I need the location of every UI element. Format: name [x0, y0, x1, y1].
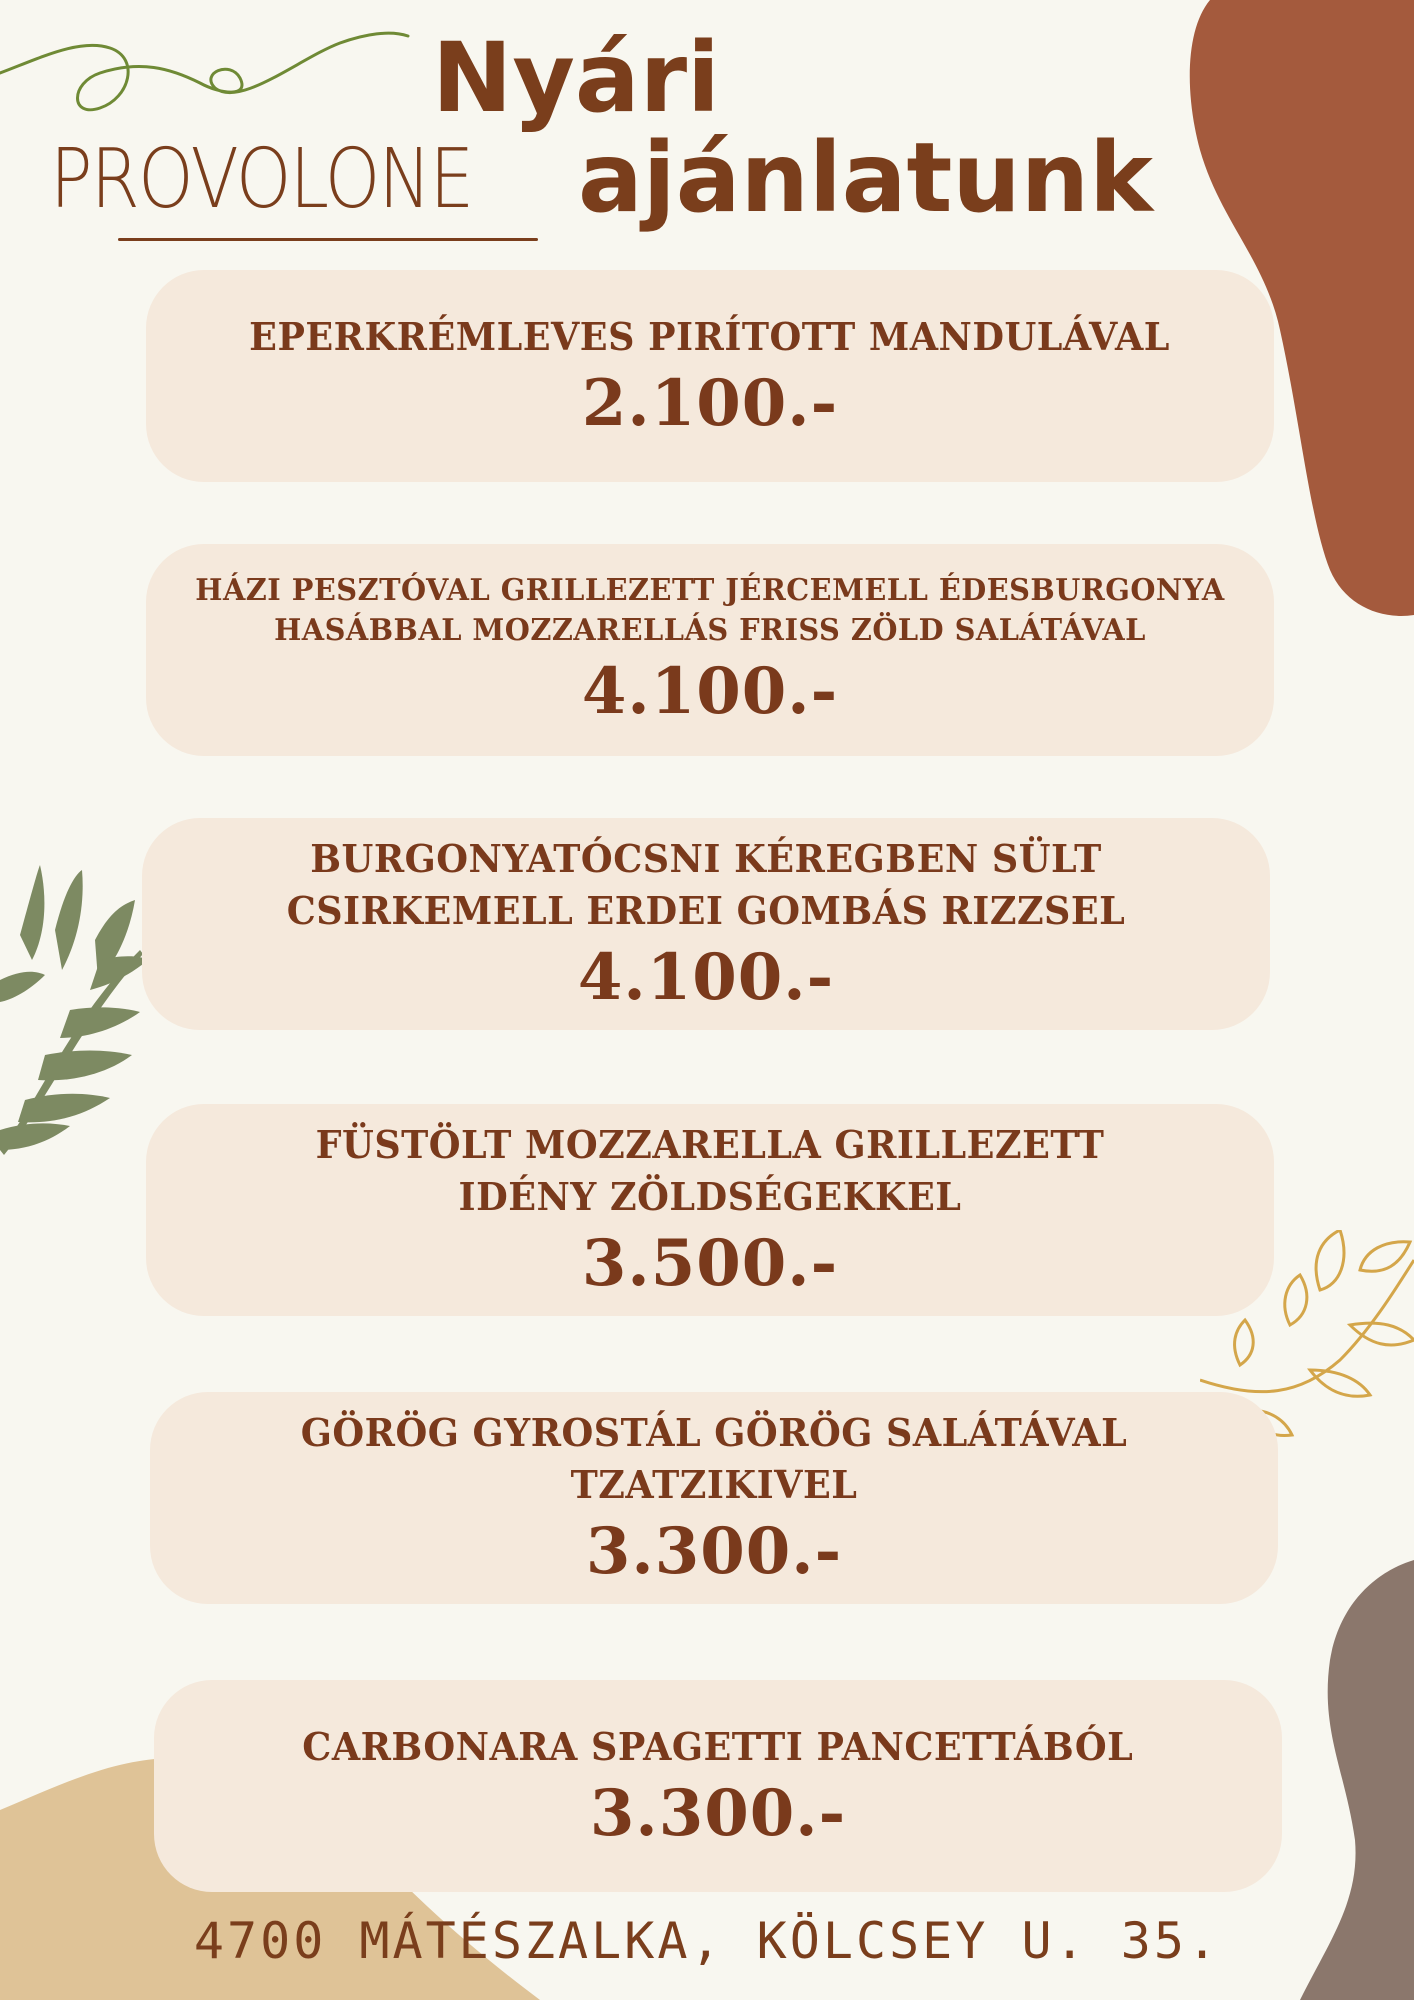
menu-item-dish: HÁZI PESZTÓVAL GRILLEZETT JÉRCEMELL ÉDESBURGONYA HASÁBBAL MOZZARELLÁS FRISS ZÖLD SALÁTÁVAL — [195, 573, 1225, 648]
palm-leaf-icon — [0, 860, 150, 1160]
menu-item-card — [146, 544, 1274, 756]
restaurant-address: 4700 MÁTÉSZALKA, KÖLCSEY U. 35. — [193, 1912, 1221, 1970]
menu-item-dish: GÖRÖG GYROSTÁL GÖRÖG SALÁTÁVAL TZATZIKIVEL — [300, 1410, 1128, 1507]
menu-item-price: 4.100.- — [577, 940, 835, 1015]
menu-item-dish: CARBONARA SPAGETTI PANCETTÁBÓL — [302, 1724, 1134, 1769]
squiggle-line — [0, 18, 410, 123]
menu-item-price: 4.100.- — [581, 654, 839, 729]
menu-item-price: 2.100.- — [581, 366, 839, 441]
brand-underline — [118, 238, 538, 241]
menu-item-dish: FÜSTÖLT MOZZARELLA GRILLEZETT IDÉNY ZÖLDSÉGEKKEL — [315, 1122, 1105, 1219]
menu-item-price: 3.500.- — [581, 1226, 839, 1301]
brand-logo: PROVOLONE — [50, 132, 473, 227]
menu-item-card — [154, 1680, 1282, 1892]
page-title-line1: Nyári — [432, 22, 720, 134]
menu-item-card — [146, 270, 1274, 482]
page-title-line2: ajánlatunk — [578, 122, 1153, 234]
menu-item-dish: EPERKRÉMLEVES PIRÍTOTT MANDULÁVAL — [249, 314, 1171, 359]
menu-item-card — [150, 1392, 1278, 1604]
menu-item-card — [142, 818, 1270, 1030]
menu-item-card — [146, 1104, 1274, 1316]
menu-item-price: 3.300.- — [585, 1514, 843, 1589]
menu-item-price: 3.300.- — [589, 1776, 847, 1851]
menu-item-dish: BURGONYATÓCSNI KÉREGBEN SÜLT CSIRKEMELL ERDEI GOMBÁS RIZZSEL — [286, 836, 1126, 933]
